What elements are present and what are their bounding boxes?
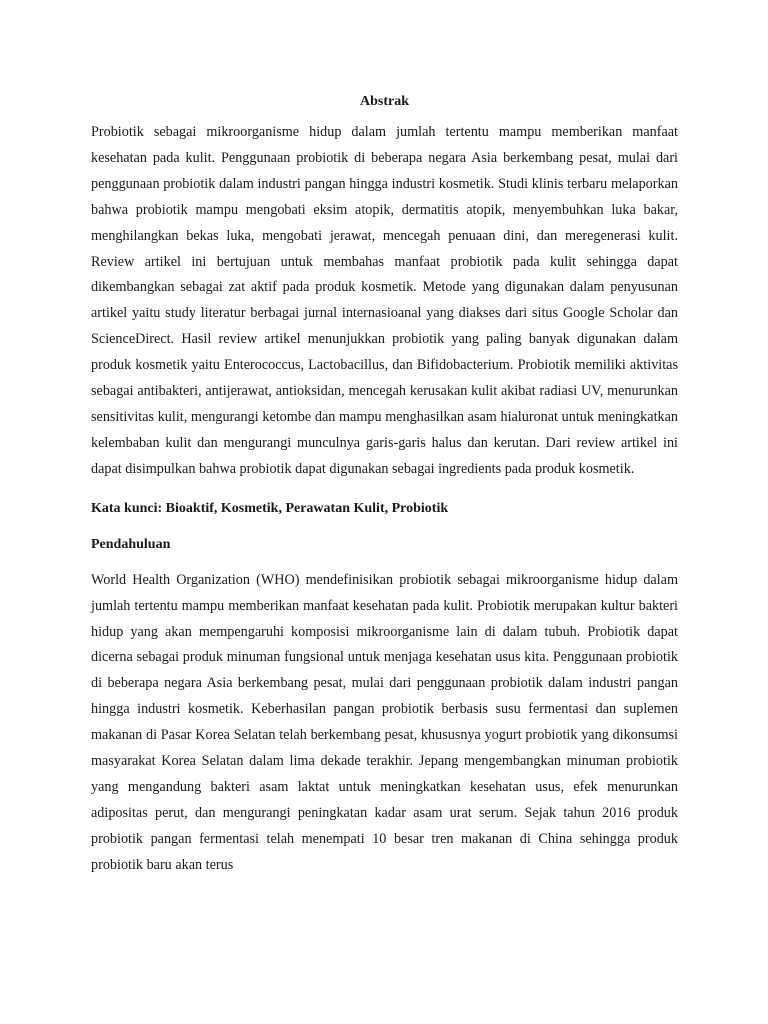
keywords-line: Kata kunci: Bioaktif, Kosmetik, Perawatan Kulit, Probiotik <box>91 500 449 516</box>
document-page <box>91 88 678 879</box>
intro-heading: Pendahuluan <box>91 536 171 552</box>
abstract-text: Probiotik sebagai mikroorganisme hidup dalam jumlah tertentu mampu memberikan manfaat kesehatan pada kulit. Penggunaan probiotik di beberapa negara Asia berkembang pesat, mulai dari penggunaan probiotik dalam industri pangan hingga industri kosmetik. Studi klinis terbaru melaporkan bahwa probiotik mampu mengobati eksim atopik, dermatitis atopik, menyembuhkan luka bakar, menghilangkan bekas luka, mengobati jerawat, mencegah penuaan dini, dan meregenerasi kulit. Review artikel ini bertujuan untuk membahas manfaat probiotik pada kulit sehingga dapat dikembangkan sebagai zat aktif pada produk kosmetik. Metode yang digunakan dalam penyusunan artikel yaitu study literatur berbagai jurnal internasioanal yang diakses dari situs Google Scholar dan ScienceDirect. Hasil review artikel menunjukkan probiotik yang paling banyak digunakan dalam produk kosmetik yaitu Enterococcus, Lactobacillus, dan Bifidobacterium. Probiotik memiliki aktivitas sebagai antibakteri, antijerawat, antioksidan, mencegah kerusakan kulit akibat radiasi UV, menurunkan sensitivitas kulit, mengurangi ketombe dan mampu menghasilkan asam hialuronat untuk meningkatkan kelembaban kulit dan mengurangi munculnya garis-garis halus dan kerutan. Dari review artikel ini dapat disimpulkan bahwa probiotik dapat digunakan sebagai ingredients pada produk kosmetik. <box>91 124 678 477</box>
intro-text: World Health Organization (WHO) mendefinisikan probiotik sebagai mikroorganisme hidup dalam jumlah tertentu mampu memberikan manfaat kesehatan pada kulit. Probiotik merupakan kultur bakteri hidup yang akan mempengaruhi komposisi mikroorganisme lain di dalam tubuh. Probiotik dapat dicerna sebagai produk minuman fungsional untuk menjaga kesehatan usus kita. Penggunaan probiotik di beberapa negara Asia berkembang pesat, mulai dari penggunaan probiotik dalam industri pangan hingga industri kosmetik. Keberhasilan pangan probiotik berbasis susu fermentasi dan suplemen makanan di Pasar Korea Selatan telah berkembang pesat, khususnya yogurt probiotik yang dikonsumsi masyarakat Korea Selatan dalam lima dekade terakhir. Jepang mengembangkan minuman probiotik yang mengandung bakteri asam laktat untuk meningkatkan kesehatan usus, efek menurunkan adipositas perut, dan mengurangi peningkatan kadar asam urat serum. Sejak tahun 2016 produk probiotik pangan fermentasi telah menempati 10 besar tren makanan di China sehingga produk probiotik baru akan terus <box>91 571 678 873</box>
abstract-title: Abstrak <box>359 94 409 109</box>
